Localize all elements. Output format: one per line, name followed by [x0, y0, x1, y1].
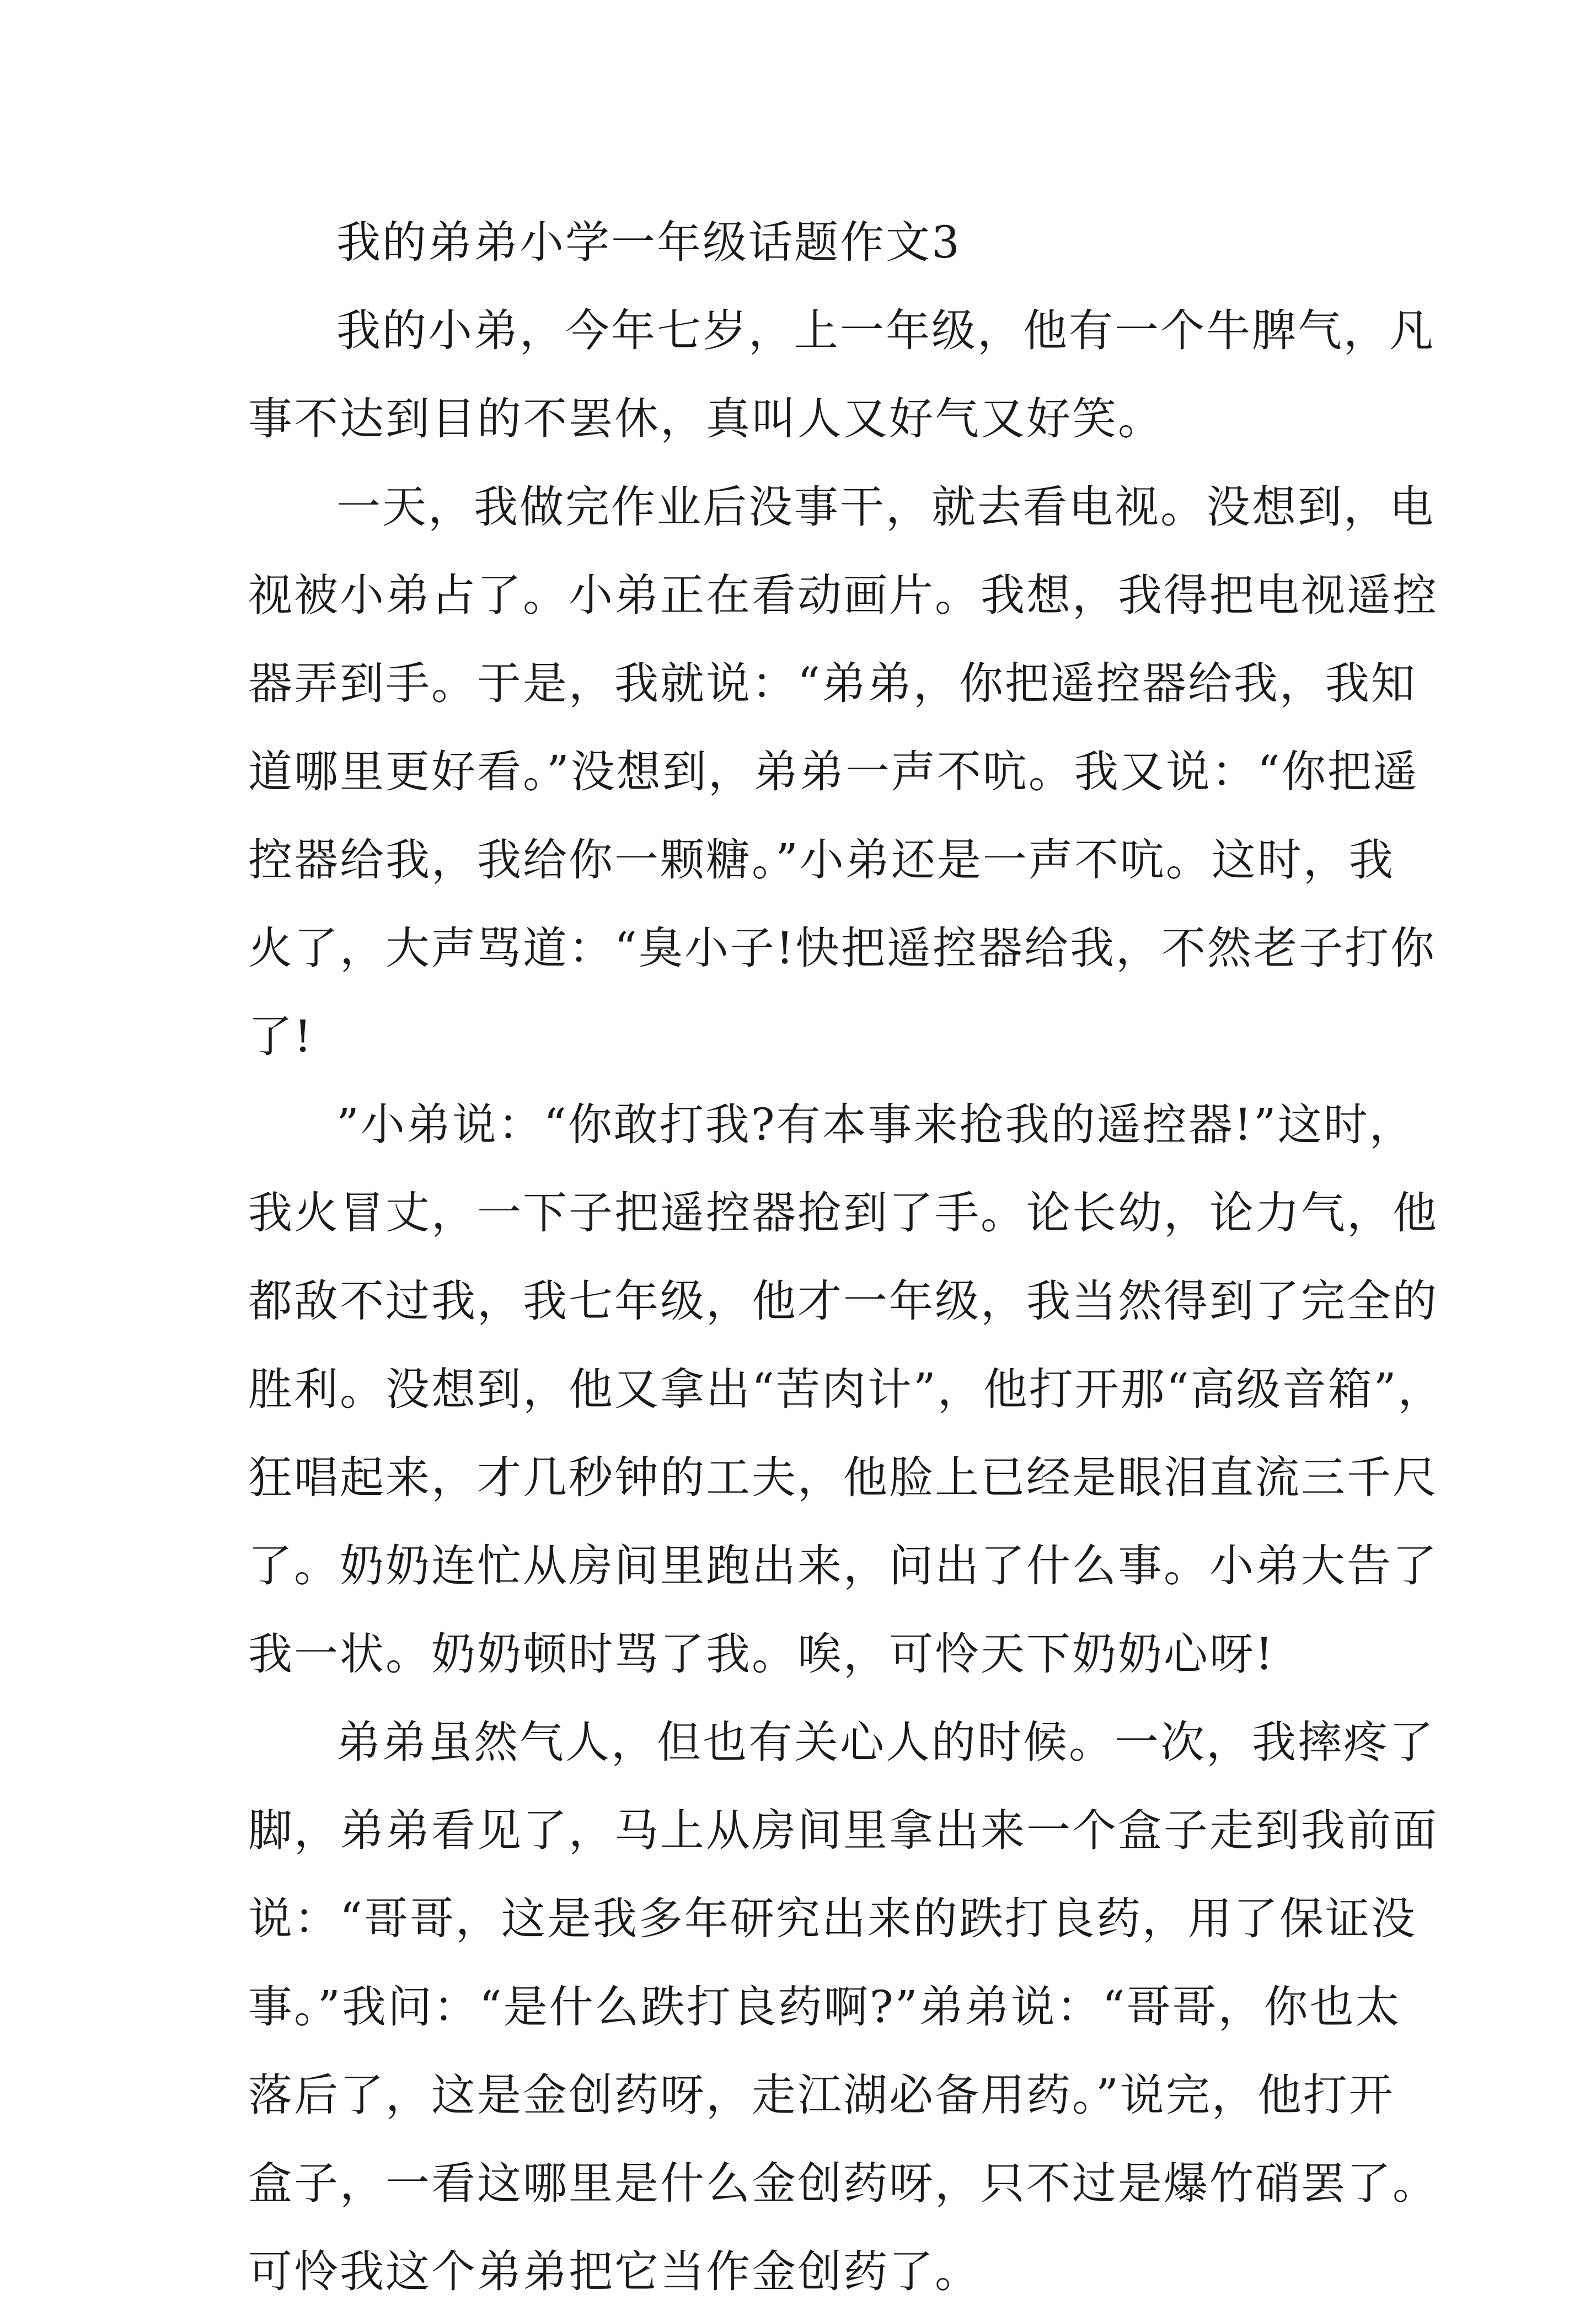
text-line: 盒子，一看这哪里是什么金创药呀，只不过是爆竹硝罢了。: [248, 2158, 1438, 2209]
text-line: 了!: [248, 1011, 314, 1062]
text-line: 道哪里更好看。”没想到，弟弟一声不吭。我又说：“你把遥: [248, 746, 1419, 797]
text-line: 弟弟虽然气人，但也有关心人的时候。一次，我摔疼了: [336, 1717, 1435, 1768]
text-line: 我火冒丈，一下子把遥控器抢到了手。论长幼，论力气，他: [248, 1187, 1438, 1239]
text-line: 我一状。奶奶顿时骂了我。唉，可怜天下奶奶心呀!: [248, 1628, 1275, 1680]
text-line: 火了，大声骂道：“臭小子!快把遥控器给我，不然老子打你: [248, 923, 1437, 974]
text-line: 脚，弟弟看见了，马上从房间里拿出来一个盒子走到我前面: [248, 1805, 1438, 1856]
text-line: 都敌不过我，我七年级，他才一年级，我当然得到了完全的: [248, 1275, 1438, 1327]
text-line: 说：“哥哥，这是我多年研究出来的跌打良药，用了保证没: [248, 1893, 1417, 1944]
text-line: ”小弟说：“你敢打我?有本事来抢我的遥控器!”这时，: [336, 1099, 1415, 1150]
text-line: 可怜我这个弟弟把它当作金创药了。: [248, 2246, 981, 2297]
text-line: 落后了，这是金创药呀，走江湖必备用药。”说完，他打开: [248, 2070, 1395, 2121]
text-line: 狂唱起来，才几秒钟的工夫，他脸上已经是眼泪直流三千尺: [248, 1452, 1438, 1503]
text-line: 视被小弟占了。小弟正在看动画片。我想，我得把电视遥控: [248, 570, 1438, 621]
text-line: 一天，我做完作业后没事干，就去看电视。没想到，电: [336, 481, 1435, 533]
text-line: 我的小弟，今年七岁，上一年级，他有一个牛脾气，凡: [336, 305, 1435, 356]
essay-body: [248, 199, 1444, 2316]
text-line: 了。奶奶连忙从房间里跑出来，问出了什么事。小弟大告了: [248, 1540, 1438, 1591]
text-line: 事。”我问：“是什么跌打良药啊?”弟弟说：“哥哥，你也太: [248, 1981, 1401, 2033]
text-line: 器弄到手。于是，我就说：“弟弟，你把遥控器给我，我知: [248, 658, 1417, 709]
text-line: 事不达到目的不罢休，真叫人又好气又好笑。: [248, 393, 1164, 444]
text-line: 控器给我，我给你一颗糖。”小弟还是一声不吭。这时，我: [248, 834, 1395, 886]
text-line: 胜利。没想到，他又拿出“苦肉计”，他打开那“高级音箱”，: [248, 1364, 1444, 1415]
essay-title: 我的弟弟小学一年级话题作文3: [336, 217, 961, 268]
